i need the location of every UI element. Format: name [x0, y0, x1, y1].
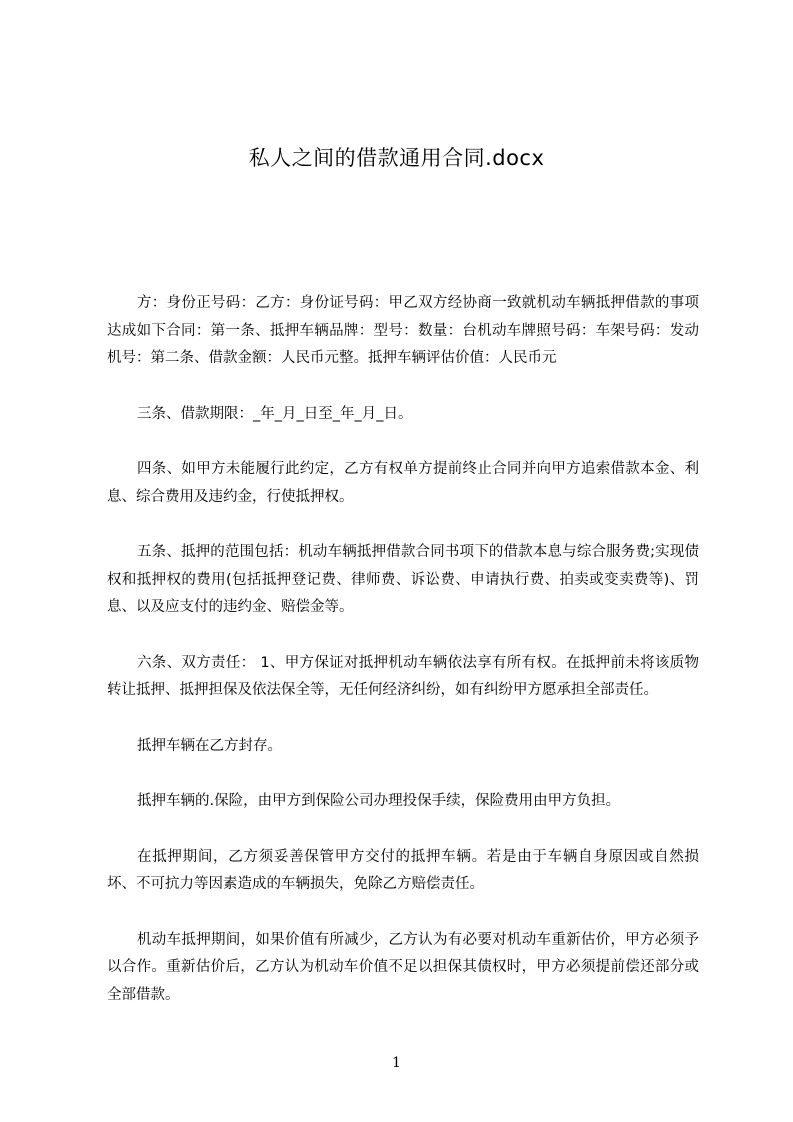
- page-number: 1: [392, 1055, 401, 1071]
- document-title: 私人之间的借款通用合同.docx: [248, 146, 545, 170]
- paragraph-mortgage-scope: 五条、抵押的范围包括：机动车辆抵押借款合同书项下的借款本息与综合服务费;实现债权和抵押权的费用(包括抵押登记费、律师费、诉讼费、申请执行费、拍卖或变卖费等)、罚息、以及应支付的违约金、赔偿金等。: [107, 544, 699, 615]
- paragraph-default-remedy: 四条、如甲方未能履行此约定，乙方有权单方提前终止合同并向甲方追索借款本金、利息、综合费用及违约金，行使抵押权。: [107, 461, 699, 505]
- paragraph-vehicle-storage: 抵押车辆在乙方封存。: [137, 737, 282, 754]
- paragraph-custody: 在抵押期间，乙方须妥善保管甲方交付的抵押车辆。若是由于车辆自身原因或自然损坏、不可抗力等因素造成的车辆损失，免除乙方赔偿责任。: [107, 848, 699, 892]
- paragraph-responsibilities: 六条、双方责任： 1、甲方保证对抵押机动车辆依法享有所有权。在抵押前未将该质物转让抵押、抵押担保及依法保全等，无任何经济纠纷，如有纠纷甲方愿承担全部责任。: [107, 654, 699, 698]
- paragraph-revaluation: 机动车抵押期间，如果价值有所减少，乙方认为有必要对机动车重新估价，甲方必须予以合作。重新估价后，乙方认为机动车价值不足以担保其债权时，甲方必须提前偿还部分或全部借款。: [107, 931, 699, 1003]
- document-body: [107, 290, 699, 1037]
- paragraph-insurance: 抵押车辆的.保险，由甲方到保险公司办理投保手续，保险费用由甲方负担。: [137, 793, 621, 809]
- paragraph-parties: 方：身份正号码：乙方：身份证号码：甲乙双方经协商一致就机动车辆抵押借款的事项达成如下合同：第一条、抵押车辆品牌：型号：数量：台机动车牌照号码：车架号码：发动机号：第二条、借款金额：人民币元整。抵押车辆评估价值：人民币元: [107, 295, 699, 366]
- paragraph-loan-term: 三条、借款期限：_年_月_日至_年_月_日。: [137, 405, 413, 422]
